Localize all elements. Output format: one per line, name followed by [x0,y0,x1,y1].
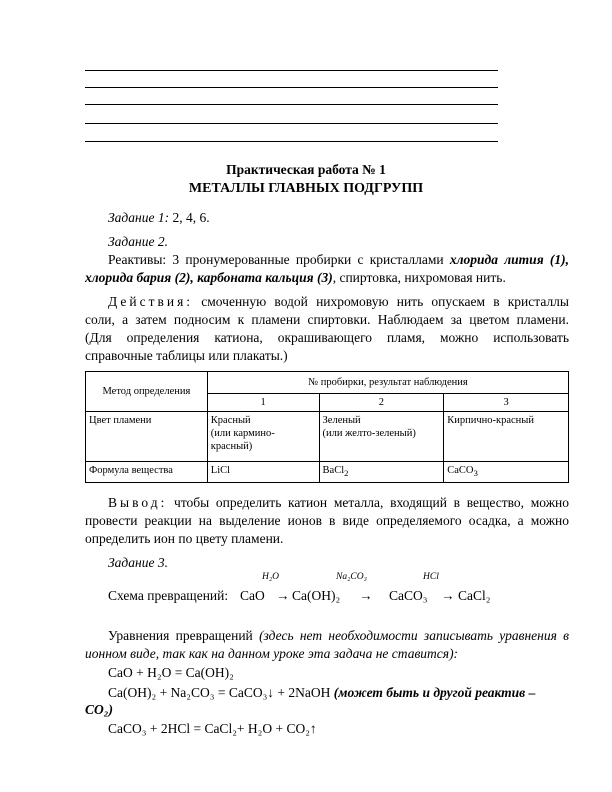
formula-base: BaCl [322,465,345,476]
page-subtitle: МЕТАЛЛЫ ГЛАВНЫХ ПОДГРУПП [188,181,424,196]
transformation-scheme [0,572,612,612]
scheme-arrow-3: → [441,588,455,603]
equation-2 [108,684,535,702]
reagents-line1 [108,251,569,269]
reagents-prefix: Реактивы: 3 пронумерованные пробирки с кристаллами [108,252,450,267]
formula-sub: 2 [344,468,349,479]
equation-3: CaCO₃ + 2HCl = CaCl₂+ H₂O + CO₂↑ [108,721,317,736]
actions-line2: соли, а затем подносим к пламени спиртовки. Наблюдаем за цветом пламени. [85,312,569,327]
scheme-cao: CaO [240,588,265,603]
formula-base: CaCO [447,465,474,476]
reagents-suffix: , спиртовка, нихромовая нить. [332,270,506,285]
blank-line [85,104,498,105]
blank-line [85,123,498,124]
formula-cell-1 [207,462,319,483]
task2-label [108,233,569,251]
equations-intro-line2: ионном виде, так как на данном уроке эта задача не ставится): [85,646,459,661]
scheme-label: Схема превращений: [108,588,229,603]
reagents-line2 [85,269,569,287]
equations-intro-line1 [108,627,569,645]
equation-2-text: Ca(OH)₂ + Na₂CO₃ = CaCO₃↓ + 2NaOH [108,685,334,700]
scheme-arrow-1: → [276,588,290,603]
cell-text: Зеленый [322,415,361,426]
conclusion-line3: определить ион по цвету пламени. [85,531,284,546]
equation-1: CaO + H₂O = Ca(OH)₂ [108,665,234,680]
row-label-flame: Цвет пламени [86,412,208,462]
blank-line [85,141,498,142]
equation-2-note: (может быть и другой реактив – [333,685,536,700]
observation-table [85,371,569,483]
task2-heading: Задание 2. [108,234,168,249]
row-label-formula: Формула вещества [86,462,208,483]
formula-base: LiCl [210,465,231,476]
conclusion-line1 [108,494,569,512]
scheme-caoh2: Ca(OH)₂ [292,588,341,603]
equations-intro-note: (здесь нет необходимости записывать уравнения в [259,628,569,643]
formula-cell-3 [444,462,569,483]
method-header: Метод определения [86,372,208,412]
actions-text-1: смоченную водой нихромовую нить опускаем в кристаллы [193,294,569,309]
flame-cell-2 [319,412,444,462]
col-header-3: 3 [444,394,569,412]
task1 [108,209,569,227]
task3-heading: Задание 3. [108,555,168,570]
reagent-3: карбоната кальция (3) [197,270,333,285]
task1-label: Задание 1: [108,210,170,225]
cell-text: (или кармино- [210,428,275,439]
blank-line [85,70,498,71]
actions-line1 [108,293,569,311]
col-header-2: 2 [319,394,444,412]
formula-cell-2 [319,462,444,483]
reagent-label-soda: Na₂CO₃ [336,572,367,582]
blank-line [85,87,498,88]
page-title: Практическая работа № 1 [226,162,386,177]
equations-intro: Уравнения превращений [108,628,260,643]
conclusion-label: Вывод: [108,495,168,510]
formula-sub: 3 [473,468,478,479]
task3-label [108,554,569,572]
actions-line4: справочные таблицы или плакаты.) [85,348,288,363]
conclusion-line2: провести реакции на выделение ионов в виде определяемого осадка, а можно [85,513,569,528]
cell-text: красный) [210,441,253,452]
flame-cell-1 [207,412,319,462]
reagent-label-water: H₂O [262,572,280,582]
equation-2-note-cont: CO₂) [85,702,113,717]
scheme-cacl2: CaCl₂ [458,588,491,603]
col-header-1: 1 [207,394,319,412]
task1-answer: 2, 4, 6. [169,210,210,225]
group-header: № пробирки, результат наблюдения [207,372,568,394]
reagent-1: хлорида лития (1), [449,252,569,267]
cell-text: Красный [210,415,251,426]
conclusion-text-1: чтобы определить катион металла, входящий в вещество, можно [167,495,569,510]
scheme-caco3: CaCO₃ [389,588,428,603]
cell-text: Кирпично-красный [447,415,534,426]
cell-text: (или желто-зеленый) [322,428,416,439]
scheme-arrow-2: → [359,588,373,603]
actions-label: Действия: [108,294,194,309]
reagent-2: хлорида бария (2), [85,270,194,285]
reagent-label-acid: HCl [423,572,439,582]
flame-cell-3 [444,412,569,462]
actions-line3: (Для определения катиона, окрашивающего пламя, можно использовать [85,330,569,345]
